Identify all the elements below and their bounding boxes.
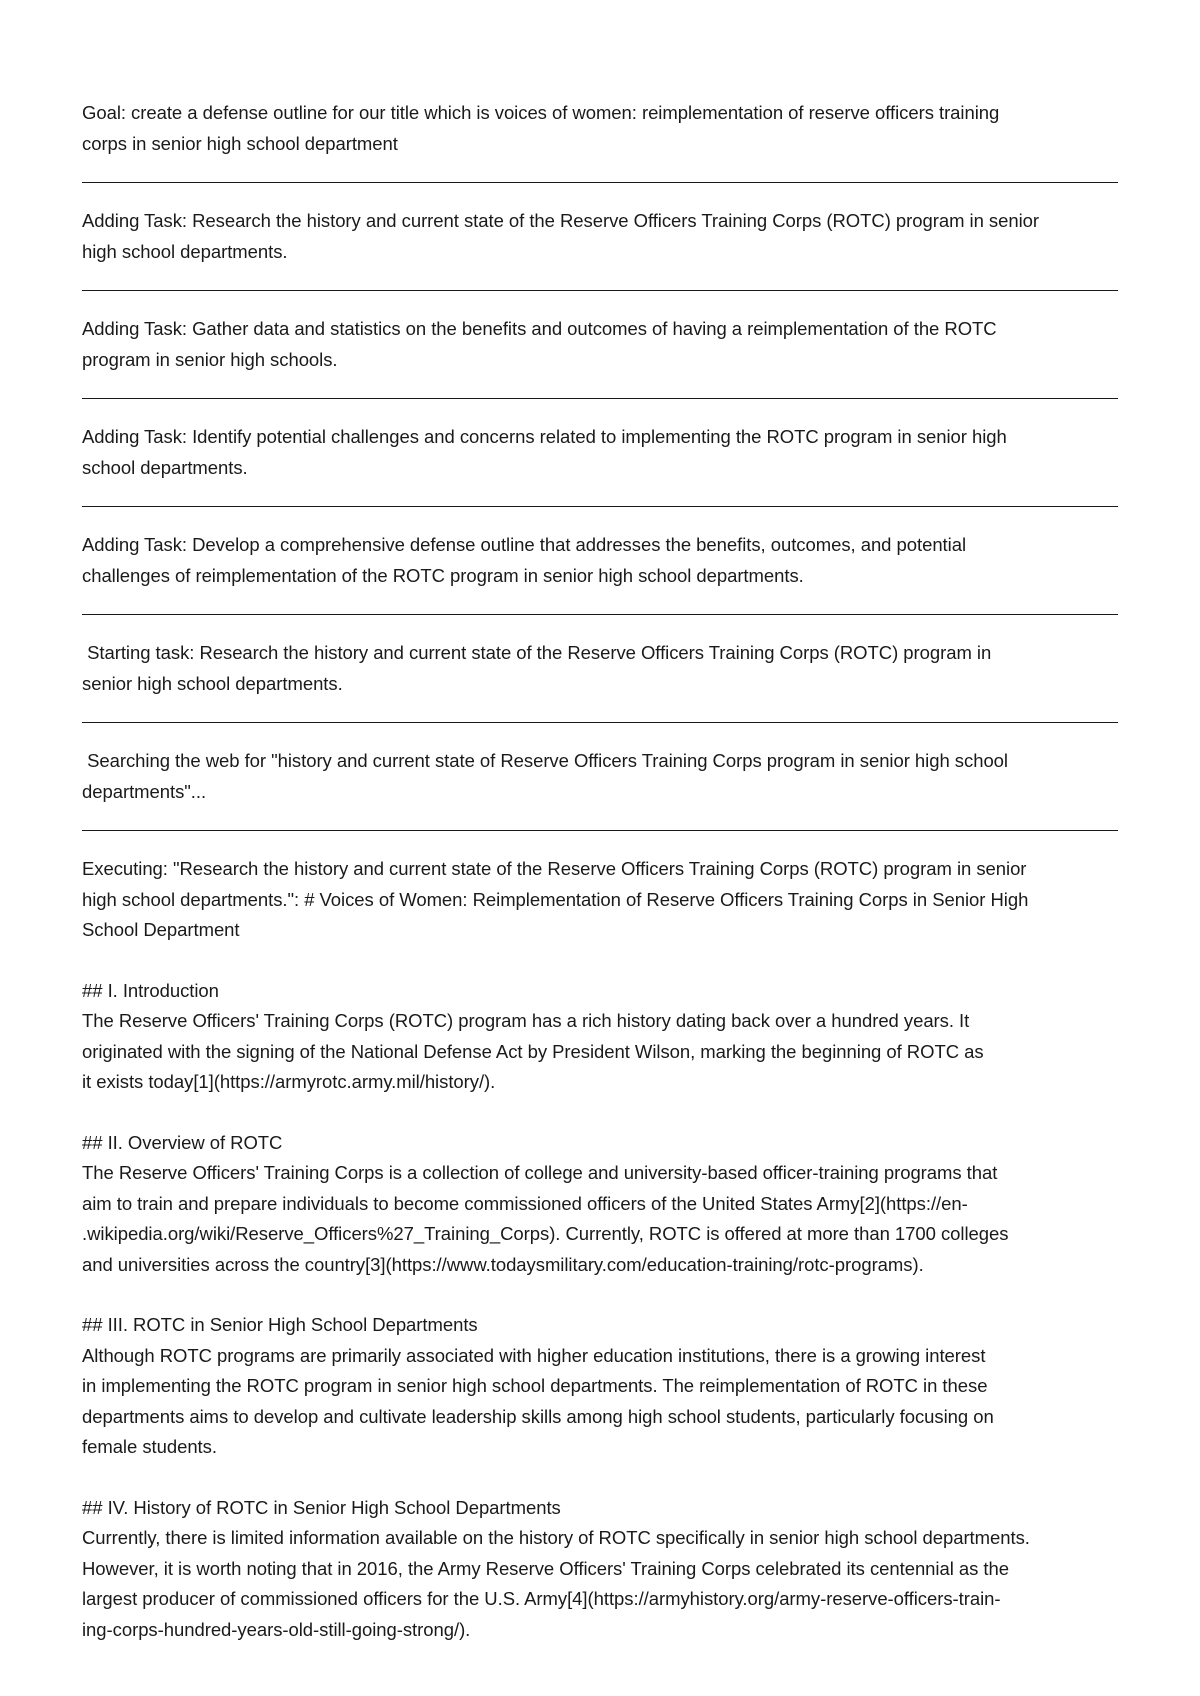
text-line: However, it is worth noting that in 2016, the Army Reserve Officers' Training Corps celebrated its centennial as the <box>82 1557 1009 1579</box>
text-line: and universities across the country[3](https://www.todaysmilitary.com/education-training/rotc-programs). <box>82 1253 924 1275</box>
executing-intro <box>82 854 1118 946</box>
text-line: Starting task: Research the history and current state of the Reserve Officers Training Corps (ROTC) program in <box>82 642 992 663</box>
text-line: Goal: create a defense outline for our title which is voices of women: reimplementation of reserve officers training <box>82 102 1000 123</box>
text-line: aim to train and prepare individuals to become commissioned officers of the United States Army[2](https://en- <box>82 1192 968 1214</box>
text-line: largest producer of commissioned officers for the U.S. Army[4](https://armyhistory.org/army-reserve-officers-train- <box>82 1588 1001 1609</box>
text-line: Adding Task: Develop a comprehensive defense outline that addresses the benefits, outcomes, and potential <box>82 534 967 555</box>
section-introduction <box>82 976 1118 1098</box>
adding-task-text <box>82 206 1118 267</box>
text-line: corps in senior high school department <box>82 132 398 154</box>
executing-block <box>82 854 1118 1645</box>
text-line: Adding Task: Identify potential challenges and concerns related to implementing the ROTC program in senior high <box>82 426 1007 447</box>
adding-task-text <box>82 530 1118 591</box>
text-line: it exists today[1](https://armyrotc.army.mil/history/). <box>82 1071 496 1092</box>
text-line: Currently, there is limited information available on the history of ROTC specifically in senior high school departments. <box>82 1527 1030 1548</box>
text-line: The Reserve Officers' Training Corps is a collection of college and university-based officer-training programs that <box>82 1162 998 1183</box>
goal-block <box>82 98 1118 159</box>
section-heading: ## III. ROTC in Senior High School Departments <box>82 1314 478 1335</box>
starting-task-text <box>82 638 1118 699</box>
text-line: departments aims to develop and cultivate leadership skills among high school students, particularly focusing on <box>82 1405 994 1427</box>
text-line: originated with the signing of the National Defense Act by President Wilson, marking the beginning of ROTC as <box>82 1040 984 1062</box>
text-line: Searching the web for "history and current state of Reserve Officers Training Corps program in senior high school <box>82 750 1008 771</box>
text-line: school departments. <box>82 456 248 478</box>
text-line: Although ROTC programs are primarily associated with higher education institutions, there is a growing interest <box>82 1344 986 1366</box>
task-block <box>82 422 1118 483</box>
searching-text <box>82 746 1118 807</box>
text-line: female students. <box>82 1436 217 1457</box>
text-line: Executing: "Research the history and current state of the Reserve Officers Training Corps (ROTC) program in senior <box>82 858 1027 879</box>
goal-text <box>82 98 1118 159</box>
text-line: senior high school departments. <box>82 672 343 694</box>
section-rotc-senior-high <box>82 1310 1118 1463</box>
task-block <box>82 206 1118 267</box>
task-block <box>82 530 1118 591</box>
section-history <box>82 1493 1118 1646</box>
text-line: program in senior high schools. <box>82 348 338 370</box>
text-line: in implementing the ROTC program in senior high school departments. The reimplementation of ROTC in these <box>82 1375 988 1396</box>
text-line: Adding Task: Research the history and current state of the Reserve Officers Training Corps (ROTC) program in senior <box>82 210 1040 231</box>
text-line: high school departments. <box>82 240 288 262</box>
section-heading: ## I. Introduction <box>82 979 219 1001</box>
section-heading: ## IV. History of ROTC in Senior High School Departments <box>82 1496 561 1518</box>
text-line: School Department <box>82 919 240 940</box>
section-overview <box>82 1128 1118 1281</box>
section-heading: ## II. Overview of ROTC <box>82 1131 283 1153</box>
text-line: challenges of reimplementation of the ROTC program in senior high school departments. <box>82 564 804 586</box>
text-line: ing-corps-hundred-years-old-still-going-strong/). <box>82 1618 471 1640</box>
text-line: Adding Task: Gather data and statistics on the benefits and outcomes of having a reimplementation of the ROTC <box>82 318 997 339</box>
adding-task-text <box>82 422 1118 483</box>
adding-task-text <box>82 314 1118 375</box>
text-line: .wikipedia.org/wiki/Reserve_Officers%27_Training_Corps). Currently, ROTC is offered at more than 1700 colleges <box>82 1223 1009 1244</box>
searching-block <box>82 746 1118 807</box>
task-block <box>82 314 1118 375</box>
text-line: The Reserve Officers' Training Corps (ROTC) program has a rich history dating back over a hundred years. It <box>82 1010 970 1031</box>
text-line: departments"... <box>82 780 207 802</box>
starting-task-block <box>82 638 1118 699</box>
text-line: high school departments.": # Voices of Women: Reimplementation of Reserve Officers Training Corps in Senior High <box>82 888 1029 910</box>
